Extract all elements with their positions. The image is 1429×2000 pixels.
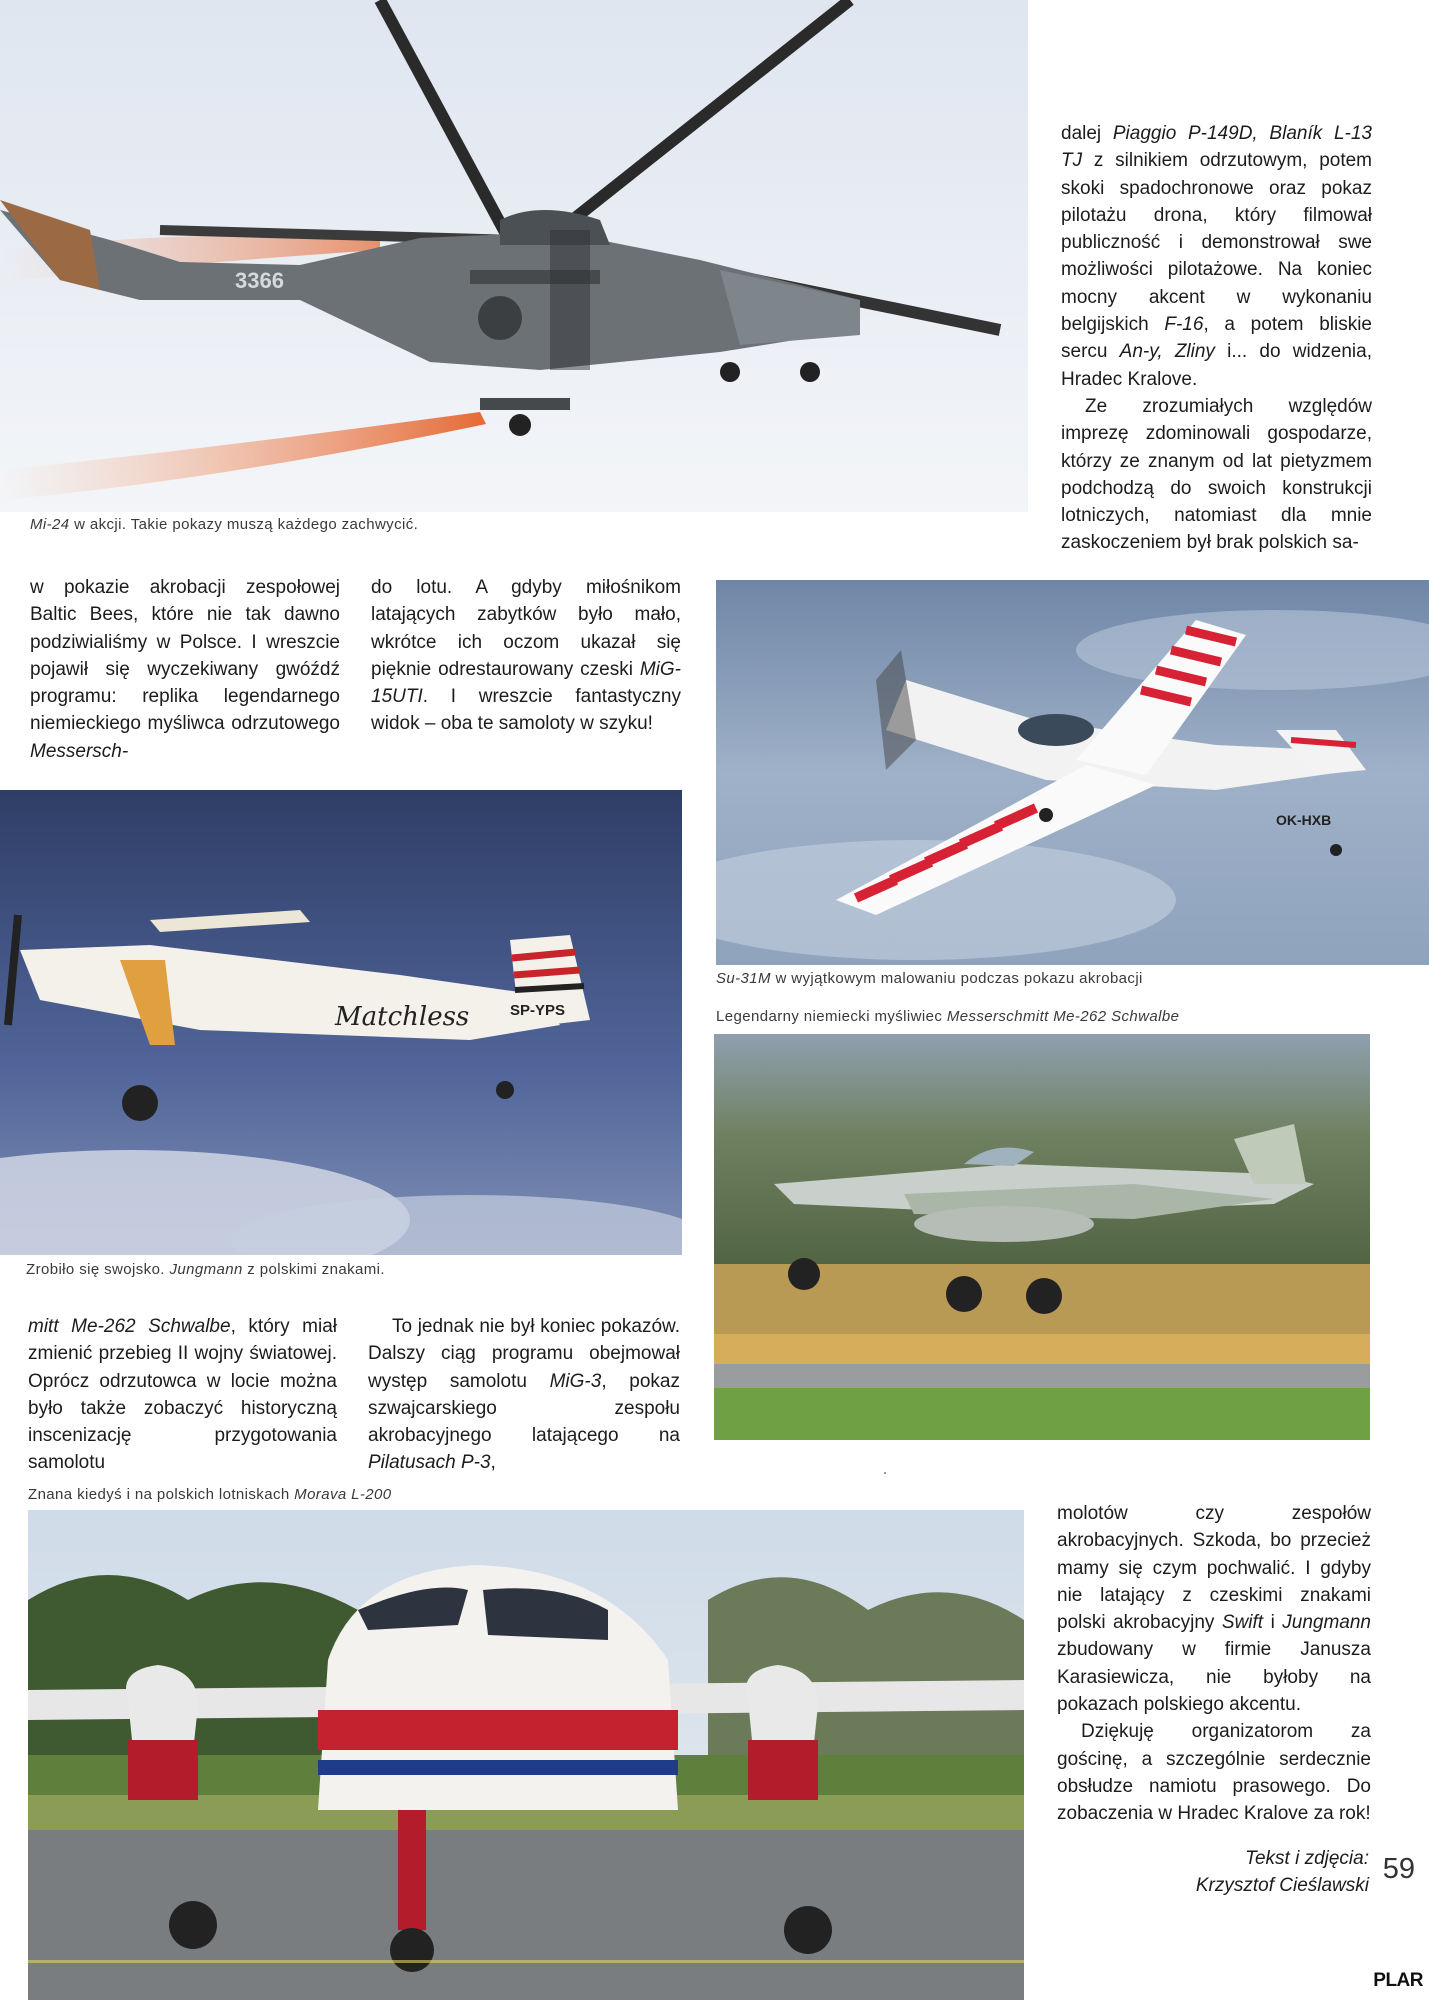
- page-number: 59: [1382, 1853, 1415, 1885]
- morava-photo: [28, 1510, 1024, 2000]
- jungmann-registration: SP-YPS: [510, 1002, 566, 1019]
- morava-caption: Znana kiedyś i na polskich lotniskach Morava L-200: [28, 1486, 392, 1503]
- jungmann-livery-text: Matchless: [335, 1002, 470, 1032]
- mi24-caption-text: w akcji. Takie pokazy muszą każdego zachwycić.: [69, 516, 419, 533]
- su31-caption: Su-31M w wyjątkowym malowaniu podczas pokazu akrobacji: [716, 970, 1143, 987]
- signature-label: Tekst i zdjęcia:: [1245, 1848, 1369, 1869]
- magazine-brand: PLAR: [1373, 1970, 1423, 1991]
- article-column-6: molotów czy zespołów akrobacyjnych. Szkoda, bo przecież mamy się czym pochwalić. I gdyby nie latający z czeskimi znakami polski akrobacyjny Swift i Jungmann zbudowany w firmie Janusza Karasiewicza, nie byłoby na pokazach polskiego akcentu. Dziękuję organizatorom za gościnę, a szczególnie serdecznie obsłudze namiotu prasowego. Do zobaczenia w Hradec Kralove za rok!: [1057, 1503, 1371, 1825]
- su31-registration: OK-HXB: [1276, 812, 1332, 828]
- jungmann-photo: [0, 790, 682, 1255]
- mi24-tail-code: 3366: [235, 268, 284, 293]
- article-column-4: mitt Me-262 Schwalbe, który miał zmienić przebieg II wojny światowej. Oprócz odrzutowca w locie można było także zobaczyć historyczną inscenizację przygotowania samolotu: [28, 1316, 337, 1474]
- me262-photo: [714, 1034, 1370, 1440]
- su31-photo: [716, 580, 1429, 965]
- article-column-2: w pokazie akrobacji zespołowej Baltic Bees, które nie tak dawno podziwialiśmy w Polsce. I wreszcie pojawił się wyczekiwany gwóźdź programu: replika legendarnego niemieckiego myśliwca odrzutowego Messersch-: [30, 577, 340, 762]
- author-signature: [1057, 1845, 1369, 1899]
- mi24-caption: [30, 516, 418, 533]
- signature-author: Krzysztof Cieślawski: [1195, 1875, 1369, 1896]
- mi24-photo: [0, 0, 1028, 512]
- jungmann-caption: Zrobiło się swojsko. Jungmann z polskimi znakami.: [26, 1261, 385, 1278]
- article-column-1: dalej Piaggio P-149D, Blaník L-13 TJ z silnikiem odrzutowym, potem skoki spadochronowe oraz pokaz pilotażu drona, który filmował publiczność i demonstrował swe możliwości pilotażowe. Na koniec mocny akcent w wykonaniu belgijskich F-16, a potem bliskie sercu An-y, Zliny i... do widzenia, Hradec Kralove. Ze zrozumiałych względów imprezę zdominowali gospodarze, którzy ze znanym od lat pietyzmem podchodzą do swoich konstrukcji lotniczych, natomiast dla mnie zaskoczeniem był brak polskich sa-: [1061, 123, 1372, 554]
- article-column-3: do lotu. A gdyby miłośnikom latających zabytków było mało, wkrótce ich oczom ukazał się pięknie odrestaurowany czeski MiG-15UTI. I wreszcie fantastyczny widok – oba te samoloty w szyku!: [371, 577, 681, 735]
- me262-caption: Legendarny niemiecki myśliwiec Messerschmitt Me-262 Schwalbe: [716, 1008, 1180, 1025]
- article-column-5: To jednak nie był koniec pokazów. Dalszy ciąg programu obejmował występ samolotu MiG-3, pokaz szwajcarskiego zespołu akrobacyjnego latającego na Pilatusach P-3,: [368, 1316, 680, 1474]
- decorative-dot: [884, 1472, 886, 1474]
- mi24-caption-model: Mi-24: [30, 516, 70, 533]
